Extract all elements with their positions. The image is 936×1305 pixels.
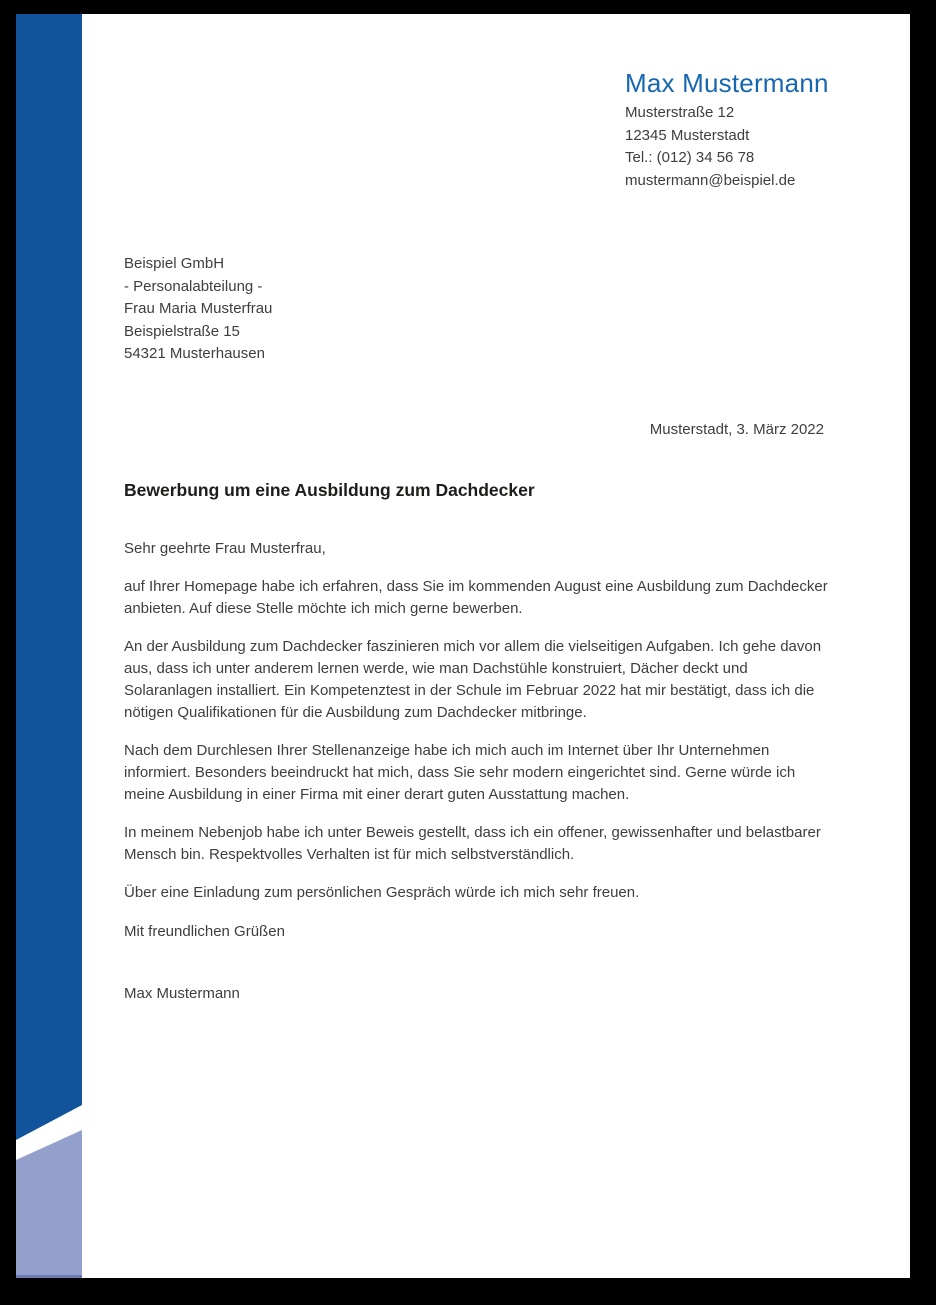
body-paragraph-1: auf Ihrer Homepage habe ich erfahren, dass Sie im kommenden August eine Ausbildung zum Dachdecker anbieten. Auf diese Stelle möchte ich mich gerne bewerben. <box>124 578 828 617</box>
accent-stripe-dark <box>16 14 82 1278</box>
sender-phone: Tel.: (012) 34 56 78 <box>625 149 755 167</box>
signature-name: Max Mustermann <box>124 985 240 1002</box>
salutation: Sehr geehrte Frau Musterfrau, <box>124 540 326 557</box>
closing-phrase: Mit freundlichen Grüßen <box>124 923 285 940</box>
sender-city: 12345 Musterstadt <box>625 126 750 144</box>
recipient-block <box>124 253 272 366</box>
body-paragraph-3: Nach dem Durchlesen Ihrer Stellenanzeige habe ich mich auch im Internet über Ihr Unternehmen informiert. Besonders beeindruckt hat mich, dass Sie sehr modern eingerichtet sind. Gerne würde ich meine Ausbildung in einer Firma mit einer derart guten Ausstattung machen. <box>124 742 796 803</box>
sender-block <box>625 66 895 192</box>
recipient-department: - Personalabteilung - <box>124 277 263 295</box>
recipient-company: Beispiel GmbH <box>124 255 225 272</box>
sender-name: Max Mustermann <box>625 68 829 98</box>
body-paragraph-5: Über eine Einladung zum persönlichen Gespräch würde ich mich sehr freuen. <box>124 884 640 901</box>
sender-address <box>625 102 895 192</box>
recipient-street: Beispielstraße 15 <box>124 322 240 340</box>
body-paragraph-4: In meinem Nebenjob habe ich unter Beweis gestellt, dass ich ein offener, gewissenhafter und belastbarer Mensch bin. Respektvolles Verhalten ist für mich selbstverständlich. <box>124 824 821 863</box>
subject-line: Bewerbung um eine Ausbildung zum Dachdecker <box>124 480 535 500</box>
date-line: Musterstadt, 3. März 2022 <box>649 421 824 438</box>
body-paragraph-2: An der Ausbildung zum Dachdecker faszinieren mich vor allem die vielseitigen Aufgaben. Ich gehe davon aus, dass ich unter anderem lernen werde, wie man Dachstühle konstruiert, Dächer deckt und Solaranlagen installiert. Ein Kompetenztest in der Schule im Februar 2022 hat mir bestätigt, dass ich die nötigen Qualifikationen für die Ausbildung zum Dachdecker mitbringe. <box>124 638 822 721</box>
letter-page <box>16 14 910 1278</box>
recipient-city: 54321 Musterhausen <box>124 345 265 363</box>
recipient-contact: Frau Maria Musterfrau <box>124 300 273 318</box>
letter-body <box>124 538 834 1005</box>
sender-street: Musterstraße 12 <box>625 104 735 121</box>
accent-stripe-bottom-edge <box>16 1275 82 1278</box>
sender-email: mustermann@beispiel.de <box>625 171 796 189</box>
